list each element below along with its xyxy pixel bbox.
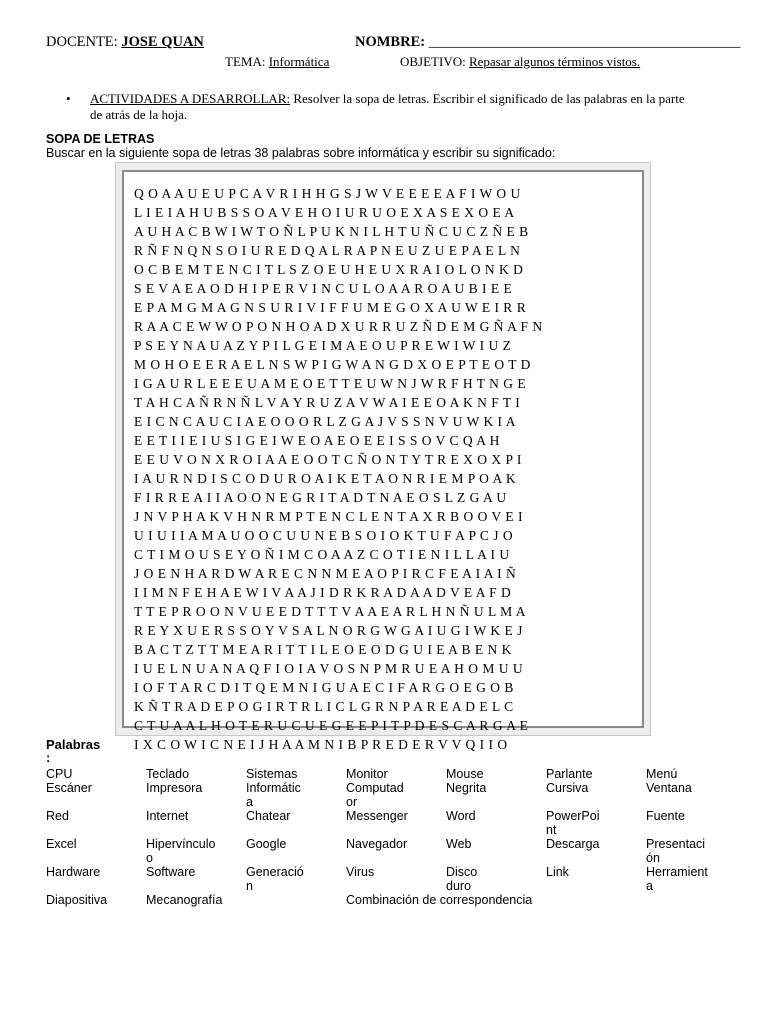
word-item: Cursiva [546,781,589,795]
word-list-body [46,767,746,907]
word-item: Software [146,865,196,879]
grid-row: U I U I I A M A U O O C U U N E B S O I O K T U F A P C J O [134,528,514,543]
word-item: PowerPoi nt [546,809,600,837]
word-item: Disco duro [446,865,478,893]
tema-label: TEMA: [225,54,266,69]
word-list-table [46,767,746,907]
bullet-icon: • [66,91,71,106]
word-item: Presentaci ón [646,837,706,865]
word-item [246,893,346,907]
word-search-grid [122,170,644,752]
grid-row: R A A C E W W O P O N H O A D X U R R U Z Ñ D E M G Ñ A F N [134,319,543,334]
word-item: Hardware [46,865,101,879]
grid-row: E P A M G M A G N S U R I V I F F U M E G O X A U W E I R R [134,300,527,315]
tema-value: Informática [268,54,330,69]
word-item: Combinación de correspondencia [346,893,533,907]
word-item: Escáner [46,781,92,795]
word-item: Informátic a [246,781,301,809]
word-item: Impresora [146,781,203,795]
activity-label: ACTIVIDADES A DESARROLLAR: [90,91,291,106]
word-item: Red [46,809,69,823]
nombre-line [355,34,740,51]
grid-row: I O F T A R C D I T Q E M N I G U A E C I F A R G O E G O B [134,680,514,695]
grid-row: S E V A E A O D H I P E R V I N C U L O A A R O A U B I E E [134,281,513,296]
words-title: Palabras : [46,737,101,765]
activity-description: Resolver la sopa de letras. Escribir el significado de las palabras en la parte de atrás de la hoja. [90,91,685,122]
word-row [46,893,746,907]
grid-row: I I M N F E H A E W I V A A J I D R K R A D A A D V E A F D [134,585,512,600]
grid-row: M O H O E E R A E L N S W P I G W A N G D X O E P T E O T D [134,357,531,372]
word-item: Mouse [446,767,484,781]
section-instructions: Buscar en la siguiente sopa de letras 38 palabras sobre informática y escribir su significado: [46,146,556,160]
word-item: Chatear [246,809,291,823]
word-item: Mecanografía [146,893,223,907]
word-item: Monitor [346,767,388,781]
grid-rows [134,184,634,754]
word-item: Navegador [346,837,408,851]
objetivo-value: Repasar algunos términos vistos. [468,54,641,69]
objetivo-line [400,54,640,70]
grid-row: C T U A A L H O T E R U C U E G E E P I T P D E S C A R G A E [134,718,529,733]
grid-row: R E Y X U E R S S O Y V S A L N O R G W G A I U G I W K E J [134,623,523,638]
grid-row: E I C N C A U C I A E O O O R L Z G A J V S S N V U W K I A [134,414,516,429]
word-row [46,781,746,809]
grid-row: J N V P H A K V H N R M P T E N C L E N T A X R B O O V E I [134,509,523,524]
word-item: Ventana [646,781,692,795]
grid-row: L I E I A H U B S S O A V E H O I U R U O E X A S E X O E A [134,205,515,220]
word-item: Generació n [246,865,304,893]
word-item: Fuente [646,809,685,823]
grid-row: F I R R E A I I A O O N E G R I T A D T N A E O S L Z G A U [134,490,507,505]
grid-row: A U H A C B W I W T O Ñ L P U K N I L H T U Ñ C U C Z Ñ E B [134,224,529,239]
word-item: Computad or [346,781,404,809]
word-item: CPU [46,767,73,781]
word-row [46,809,746,837]
grid-row: K Ñ T R A D E P O G I R T R L I C L G R N P A R E A D E L C [134,699,514,714]
word-item: Diapositiva [46,893,108,907]
grid-row: T T E P R O O N V U E E D T T T V A A E A R L H N Ñ U L M A [134,604,526,619]
word-item: Descarga [546,837,600,851]
nombre-label: NOMBRE: [355,34,426,50]
word-row [46,767,746,781]
tema-line [225,54,329,70]
grid-row: P S E Y N A U A Z Y P I L G E I M A E O U P R E W I W I U Z [134,338,512,353]
word-item: Link [546,865,569,879]
word-item: Word [446,809,476,823]
grid-row: T A H C A Ñ R N Ñ L V A Y R U Z A V W A I E E O A K N F T I [134,395,521,410]
word-item: Messenger [346,809,408,823]
grid-row: I G A U R L E E E U A M E O E T T E U W N J W R F H T N G E [134,376,527,391]
section-title: SOPA DE LETRAS [46,132,155,146]
word-item: Google [246,837,287,851]
docente-line [46,34,204,51]
nombre-blank: ___________________________________________ [428,34,741,50]
word-item: Menú [646,767,678,781]
grid-row: O C B E M T E N C I T L S Z O E U H E U X R A I O L O N K D [134,262,524,277]
docente-value: JOSE QUAN [121,34,204,50]
grid-row: J O E N H A R D W A R E C N N M E A O P I R C F E A I A I Ñ [134,566,517,581]
word-item: Hipervínculo o [146,837,216,865]
word-row [46,865,746,893]
docente-label: DOCENTE: [46,34,118,50]
word-item: Web [446,837,472,851]
word-search-frame [115,162,651,752]
word-item: Herramient a [646,865,708,893]
grid-row: R Ñ F N Q N S O I U R E D Q A L R A P N E U Z U E P A E L N [134,243,521,258]
word-item: Internet [146,809,189,823]
grid-row: I A U R N D I S C O D U R O A I K E T A O N R I E M P O A K [134,471,517,486]
grid-row: E E T I I E I U S I G E I W E O A E O E E I S S O V C Q A H [134,433,500,448]
word-row [46,837,746,865]
grid-row: I U E L N U A N A Q F I O I A V O S N P M R U E A H O M U U [134,661,524,676]
activity-text [90,91,700,123]
grid-row: Q O A A U E U P C A V R I H H G S J W V E E E E A F I W O U [134,186,521,201]
objetivo-label: OBJETIVO: [400,54,466,69]
grid-row: C T I M O U S E Y O Ñ I M C O A A Z C O T I E N I L L A I U [134,547,510,562]
grid-row: I X C O W I C N E I J H A A M N I B P R E D E R V V Q I I O [134,737,508,752]
word-item: Parlante [546,767,593,781]
grid-row: B A C T Z T T M E A R I T T I L E O E O D G U I E A B E N K [134,642,512,657]
grid-row: E E U V O N X R O I A A E O O T C Ñ O N T Y T R E X O X P I [134,452,522,467]
word-item: Virus [346,865,375,879]
word-item: Teclado [146,767,190,781]
word-item: Negrita [446,781,487,795]
word-item: Sistemas [246,767,298,781]
word-item: Excel [46,837,77,851]
